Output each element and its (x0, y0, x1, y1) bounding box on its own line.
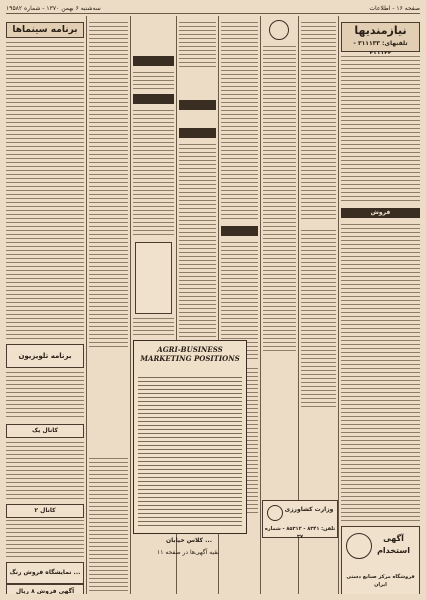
section-header (221, 226, 258, 236)
cinema-title-box (6, 22, 84, 38)
bottom-ad-2-text: آگهی فروش ۸ ریال (15, 588, 75, 594)
ads-text (221, 20, 258, 220)
classified-listings (341, 54, 420, 204)
company-logo-icon (346, 533, 372, 559)
section-header (179, 100, 216, 110)
ministry-phone: تلفن: ۸۳۴۱ - ۸۵۳۱۲ - شماره ۳۷ (264, 526, 336, 540)
ads-text (133, 316, 174, 336)
ads-text (301, 228, 336, 408)
tv-listings (6, 370, 84, 420)
tv-title-box (6, 344, 84, 368)
ads-column-1 (87, 16, 130, 594)
ads-text (89, 456, 128, 594)
classified-title: نیازمندیها (354, 24, 407, 37)
ministry-title: وزارت کشاورزی (284, 506, 334, 513)
tv-title: برنامه تلویزیون (18, 352, 72, 360)
classified-phones: تلفنهای: ۳۱۱۱۳۳ - (353, 40, 408, 47)
ads-text (179, 142, 216, 338)
ads-text (89, 20, 128, 350)
sale-section-header: فروش (341, 208, 420, 218)
hiring-ad (341, 526, 420, 594)
channel-one-listings (6, 440, 84, 500)
bottom-class-box (133, 536, 245, 546)
english-ad-title: AGRI-BUSINESS MARKETING POSITIONS (140, 345, 240, 363)
header-left: سه‌شنبه ۶ بهمن ۱۳۷۰ - شماره ۱۹۵۸۲ (6, 5, 101, 12)
channel-two: کانال ۲ (34, 507, 56, 514)
section-header (133, 56, 174, 66)
page-header (6, 4, 420, 14)
classified-column (339, 16, 422, 594)
bottom-ad-1 (6, 562, 84, 584)
header-right: صفحه ۱۶ - اطلاعات (369, 5, 420, 12)
hiring-title: آگهی استخدام (377, 534, 410, 555)
ads-text (263, 44, 296, 354)
ads-text (301, 20, 336, 220)
illustrated-ad (135, 242, 172, 314)
cinema-title: برنامه سینماها (12, 25, 78, 35)
english-job-ad (133, 340, 247, 534)
emblem-icon (269, 20, 289, 40)
cinema-listings (6, 40, 84, 340)
bottom-ad-1-text: نمایشگاه فروش رنگ ... (9, 569, 81, 576)
ads-text (133, 108, 174, 238)
ministry-ad (262, 500, 338, 538)
english-ad-body (138, 375, 242, 529)
seal-icon (267, 505, 283, 521)
channel-one-box (6, 424, 84, 438)
channel-two-listings (6, 518, 84, 558)
section-header (133, 94, 174, 104)
channel-one: کانال یک (32, 427, 58, 434)
page-footer: بقیه آگهی‌ها در صفحه ۱۱ (157, 549, 219, 556)
channel-two-box (6, 504, 84, 518)
bottom-class-title: کلاس خیابان ... (165, 537, 212, 544)
classified-listings (341, 222, 420, 522)
section-header (179, 128, 216, 138)
cinema-column (4, 16, 86, 594)
hiring-company: فروشگاه مرکز صنایع دستی ایران (346, 574, 415, 588)
classified-title-box (341, 22, 420, 52)
bottom-ad-2 (6, 584, 84, 594)
ads-text (133, 70, 174, 90)
ads-text (179, 20, 216, 70)
